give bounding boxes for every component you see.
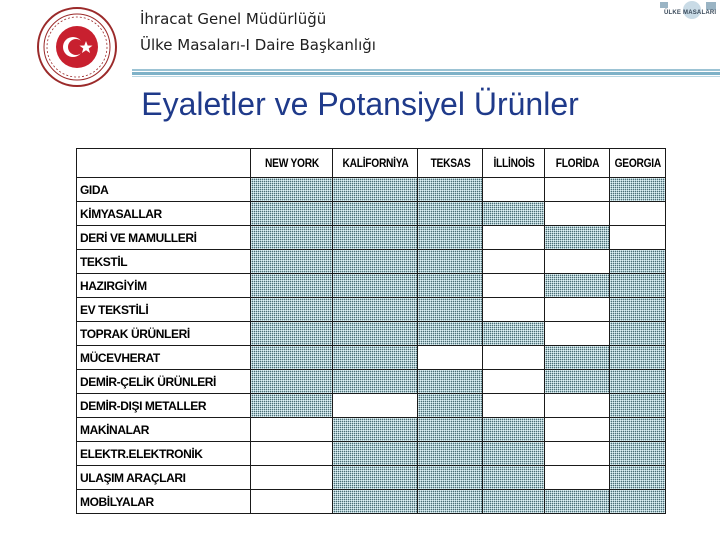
empty-cell xyxy=(251,490,333,514)
marked-cell xyxy=(610,322,666,346)
column-header: GEORGIA xyxy=(614,149,661,178)
marked-cell xyxy=(418,250,483,274)
empty-cell xyxy=(545,418,610,442)
marked-cell xyxy=(610,466,666,490)
marked-cell xyxy=(418,178,483,202)
table-row xyxy=(77,178,666,202)
table-row xyxy=(77,202,666,226)
marked-cell xyxy=(333,178,418,202)
marked-cell xyxy=(418,466,483,490)
marked-cell xyxy=(610,418,666,442)
marked-cell xyxy=(333,466,418,490)
column-header: TEKSAS xyxy=(422,149,477,178)
column-header: İLLİNOİS xyxy=(487,149,540,178)
ministry-seal-icon xyxy=(36,6,118,88)
empty-cell xyxy=(545,298,610,322)
row-label: DERİ VE MAMULLERİ xyxy=(77,226,251,250)
marked-cell xyxy=(418,322,483,346)
empty-cell xyxy=(418,346,483,370)
table-row xyxy=(77,322,666,346)
empty-cell xyxy=(545,394,610,418)
marked-cell xyxy=(251,202,333,226)
column-header: KALİFORNİYA xyxy=(339,149,411,178)
states-products-table xyxy=(76,148,666,514)
table-row xyxy=(77,298,666,322)
empty-cell xyxy=(545,442,610,466)
marked-cell xyxy=(610,178,666,202)
marked-cell xyxy=(251,394,333,418)
row-label: KİMYASALLAR xyxy=(77,202,251,226)
empty-cell xyxy=(483,274,545,298)
empty-cell xyxy=(545,466,610,490)
empty-cell xyxy=(251,418,333,442)
table-row xyxy=(77,466,666,490)
empty-cell xyxy=(483,394,545,418)
marked-cell xyxy=(251,322,333,346)
marked-cell xyxy=(251,178,333,202)
marked-cell xyxy=(333,370,418,394)
marked-cell xyxy=(418,370,483,394)
empty-cell xyxy=(483,178,545,202)
marked-cell xyxy=(610,442,666,466)
marked-cell xyxy=(483,202,545,226)
marked-cell xyxy=(610,298,666,322)
marked-cell xyxy=(333,490,418,514)
marked-cell xyxy=(545,274,610,298)
empty-cell xyxy=(610,202,666,226)
marked-cell xyxy=(418,394,483,418)
column-header: FLORİDA xyxy=(549,149,604,178)
marked-cell xyxy=(418,202,483,226)
empty-cell xyxy=(545,250,610,274)
empty-cell xyxy=(610,226,666,250)
marked-cell xyxy=(545,226,610,250)
table-row xyxy=(77,226,666,250)
table-row xyxy=(77,442,666,466)
marked-cell xyxy=(483,466,545,490)
desk-logo xyxy=(656,0,720,24)
marked-cell xyxy=(333,274,418,298)
marked-cell xyxy=(483,322,545,346)
header-row xyxy=(77,149,666,178)
marked-cell xyxy=(333,202,418,226)
desk-logo-text: ÜLKE MASALARI xyxy=(664,10,717,16)
row-label: MÜCEVHERAT xyxy=(77,346,251,370)
row-label: DEMİR-DIŞI METALLER xyxy=(77,394,251,418)
marked-cell xyxy=(251,298,333,322)
table-row xyxy=(77,370,666,394)
row-label: ULAŞIM ARAÇLARI xyxy=(77,466,251,490)
row-label: GIDA xyxy=(77,178,251,202)
row-label: MOBİLYALAR xyxy=(77,490,251,514)
empty-cell xyxy=(545,322,610,346)
empty-cell xyxy=(483,298,545,322)
marked-cell xyxy=(610,250,666,274)
marked-cell xyxy=(545,490,610,514)
marked-cell xyxy=(251,274,333,298)
marked-cell xyxy=(610,274,666,298)
table-body xyxy=(77,178,666,514)
marked-cell xyxy=(251,226,333,250)
marked-cell xyxy=(418,442,483,466)
table-row xyxy=(77,274,666,298)
marked-cell xyxy=(333,298,418,322)
empty-cell xyxy=(545,178,610,202)
row-label: TEKSTİL xyxy=(77,250,251,274)
marked-cell xyxy=(333,346,418,370)
row-label: MAKİNALAR xyxy=(77,418,251,442)
page-title: Eyaletler ve Potansiyel Ürünler xyxy=(141,86,579,122)
marked-cell xyxy=(418,226,483,250)
table-row xyxy=(77,250,666,274)
marked-cell xyxy=(483,418,545,442)
empty-cell xyxy=(483,370,545,394)
row-label: DEMİR-ÇELİK ÜRÜNLERİ xyxy=(77,370,251,394)
marked-cell xyxy=(418,274,483,298)
marked-cell xyxy=(610,346,666,370)
org-name: İhracat Genel Müdürlüğü xyxy=(140,10,327,28)
marked-cell xyxy=(251,250,333,274)
department-name: Ülke Masaları-I Daire Başkanlığı xyxy=(140,36,376,54)
marked-cell xyxy=(333,418,418,442)
table-row xyxy=(77,394,666,418)
corner-cell xyxy=(77,149,251,178)
marked-cell xyxy=(333,250,418,274)
row-label: TOPRAK ÜRÜNLERİ xyxy=(77,322,251,346)
marked-cell xyxy=(418,298,483,322)
marked-cell xyxy=(418,490,483,514)
marked-cell xyxy=(333,442,418,466)
marked-cell xyxy=(333,226,418,250)
marked-cell xyxy=(545,346,610,370)
marked-cell xyxy=(483,490,545,514)
empty-cell xyxy=(251,466,333,490)
marked-cell xyxy=(483,442,545,466)
empty-cell xyxy=(483,250,545,274)
empty-cell xyxy=(483,226,545,250)
marked-cell xyxy=(418,418,483,442)
marked-cell xyxy=(251,370,333,394)
empty-cell xyxy=(333,394,418,418)
table-row xyxy=(77,490,666,514)
marked-cell xyxy=(610,370,666,394)
row-label: HAZIRGİYİM xyxy=(77,274,251,298)
row-label: ELEKTR.ELEKTRONİK xyxy=(77,442,251,466)
marked-cell xyxy=(610,394,666,418)
header xyxy=(0,0,720,90)
marked-cell xyxy=(333,322,418,346)
table-row xyxy=(77,346,666,370)
empty-cell xyxy=(545,202,610,226)
marked-cell xyxy=(610,490,666,514)
row-label: EV TEKSTİLİ xyxy=(77,298,251,322)
empty-cell xyxy=(483,346,545,370)
empty-cell xyxy=(251,442,333,466)
column-header: NEW YORK xyxy=(257,149,327,178)
marked-cell xyxy=(545,370,610,394)
marked-cell xyxy=(251,346,333,370)
table-row xyxy=(77,418,666,442)
header-divider xyxy=(132,68,720,78)
